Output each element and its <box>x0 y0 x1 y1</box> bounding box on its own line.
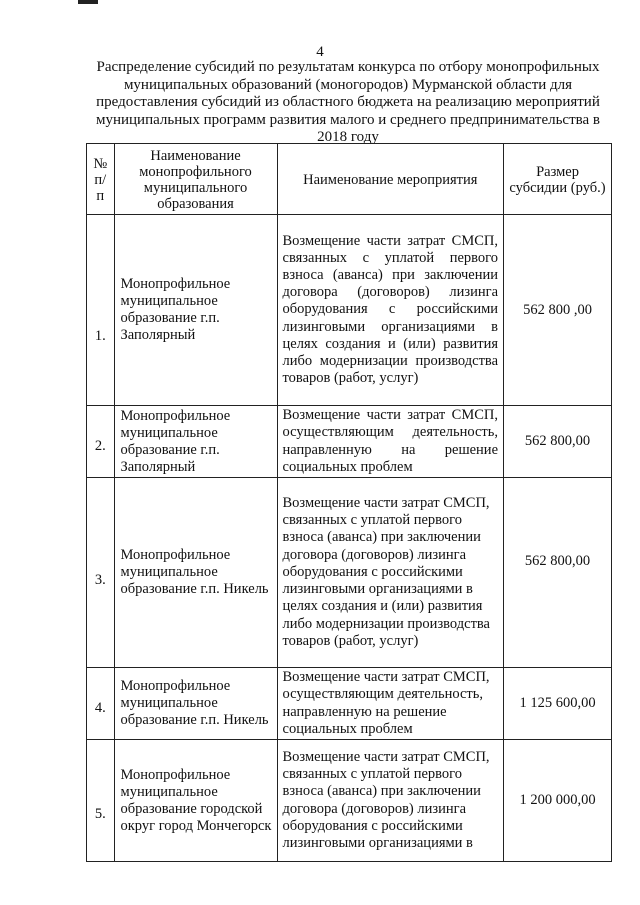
row-activity: Возмещение части затрат СМСП, связанных с уплатой первого взноса (аванса) при заключении договора (договоров) лизинга оборудования с российскими лизинговыми организациями в <box>277 740 504 862</box>
scan-mark <box>78 0 98 4</box>
row-num: 3. <box>87 478 115 668</box>
table-row <box>87 215 612 406</box>
table-row <box>87 668 612 740</box>
header-num: № п/п <box>87 144 115 215</box>
row-activity: Возмещение части затрат СМСП, осуществляющим деятельность, направленную на решение социальных проблем <box>277 406 504 478</box>
table-row <box>87 740 612 862</box>
row-municipality: Монопрофильное муниципальное образование г.п. Заполярный <box>114 215 277 406</box>
header-amount: Размер субсидии (руб.) <box>504 144 612 215</box>
table-row <box>87 406 612 478</box>
row-municipality: Монопрофильное муниципальное образование г.п. Никель <box>114 668 277 740</box>
row-amount: 562 800 ,00 <box>504 215 612 406</box>
header-activity: Наименование мероприятия <box>277 144 504 215</box>
table-row <box>87 478 612 668</box>
subsidy-table <box>86 143 612 862</box>
row-amount: 1 200 000,00 <box>504 740 612 862</box>
row-activity: Возмещение части затрат СМСП, связанных с уплатой первого взноса (аванса) при заключении договора (договоров) лизинга оборудования с российскими лизинговыми организациями в целях создания и (или) развития либо модернизации производства товаров (работ, услуг) <box>277 478 504 668</box>
document-title: Распределение субсидий по результатам конкурса по отбору монопрофильных муниципальных образований (моногородов) Мурманской области для предоставления субсидий из областного бюджета на реализацию мероприятий муниципальных программ развития малого и среднего предпринимательства в 2018 году <box>95 59 601 146</box>
row-num: 2. <box>87 406 115 478</box>
row-activity: Возмещение части затрат СМСП, осуществляющим деятельность, направленную на решение социальных проблем <box>277 668 504 740</box>
row-amount: 562 800,00 <box>504 478 612 668</box>
header-municipality: Наименование монопрофильного муниципального образования <box>114 144 277 215</box>
row-activity: Возмещение части затрат СМСП, связанных с уплатой первого взноса (аванса) при заключении договора (договоров) лизинга оборудования с российскими лизинговыми организациями в целях создания и (или) развития либо модернизации производства товаров (работ, услуг) <box>277 215 504 406</box>
row-amount: 1 125 600,00 <box>504 668 612 740</box>
row-num: 1. <box>87 215 115 406</box>
table-header-row <box>87 144 612 215</box>
row-municipality: Монопрофильное муниципальное образование городской округ город Мончегорск <box>114 740 277 862</box>
row-num: 5. <box>87 740 115 862</box>
row-amount: 562 800,00 <box>504 406 612 478</box>
row-municipality: Монопрофильное муниципальное образование г.п. Никель <box>114 478 277 668</box>
row-num: 4. <box>87 668 115 740</box>
row-municipality: Монопрофильное муниципальное образование г.п. Заполярный <box>114 406 277 478</box>
page-number: 4 <box>316 44 324 60</box>
